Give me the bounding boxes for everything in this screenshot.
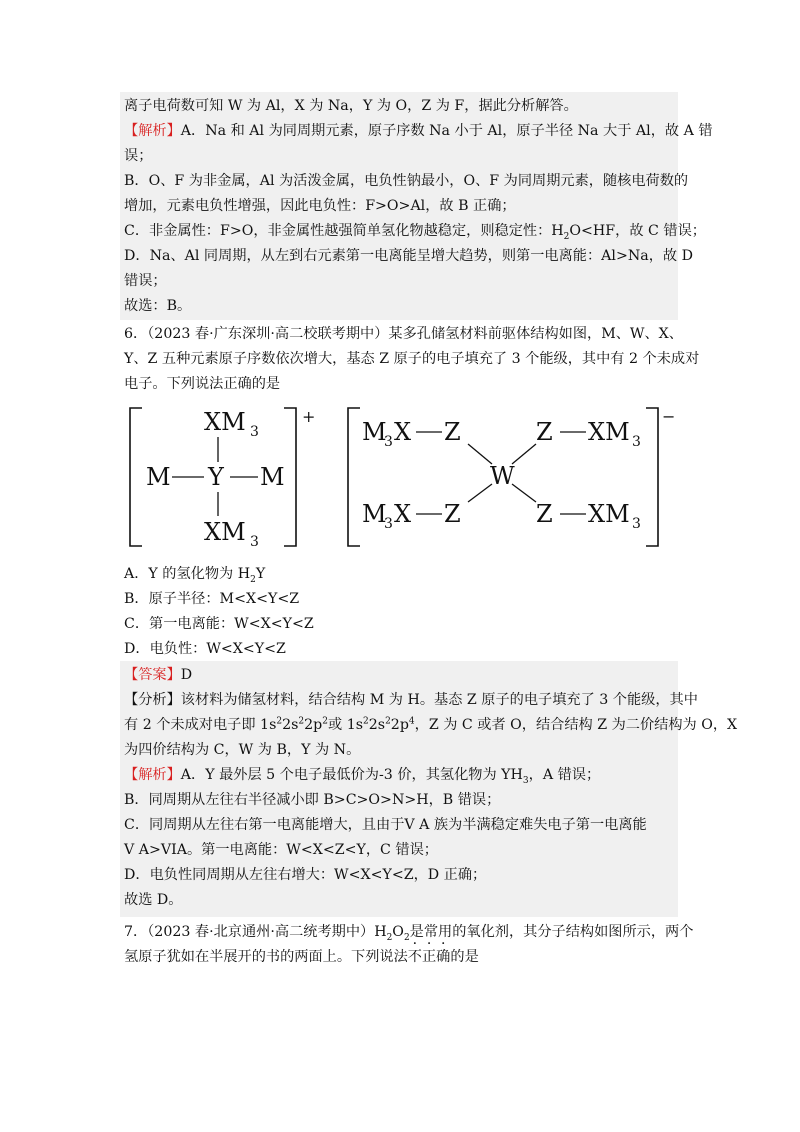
emphasis-char: 正	[421, 949, 437, 965]
q6-explain-4: Ⅴ A>VIA。第一电离能：W<X<Z<Y，C 错误；	[124, 842, 438, 858]
anion-bl-sub: 3	[384, 516, 393, 532]
anion-bond-br-w	[512, 484, 536, 502]
cation-bottom-sub: 3	[250, 534, 259, 550]
cation-bracket-right	[284, 408, 296, 546]
q6-analysis-1: 【分析】该材料为储氢材料，结合结构 M 为 H。基态 Z 原子的电子填充了 3 个能级，其中	[124, 692, 698, 708]
cation-charge: +	[302, 407, 316, 426]
cation-bracket-left	[130, 408, 142, 546]
anion-tr-sub: 3	[632, 434, 641, 450]
fenxi-tag: 【分析】	[124, 692, 181, 708]
anion-bond-bl-w	[468, 484, 492, 502]
q6-analysis-2: 有 2 个未成对电子即 $1s^22s^22p^2$或 $1s^22s^22p^4$，Z 为 C 或者 O，结合结构 Z 为二价结构为 O，X	[124, 716, 738, 733]
anion-tr-z: Z	[536, 418, 553, 446]
anion-center-atom: W	[490, 462, 515, 490]
q6-option-c: C．第一电离能：W<X<Y<Z	[124, 616, 314, 632]
anion-tr-group: XM	[588, 418, 630, 446]
cation-center-atom: Y	[208, 463, 224, 491]
anion-bl-z: Z	[444, 500, 461, 528]
q6-answer-line: 【答案】D	[124, 667, 193, 683]
q7-stem-1: 7．（2023 春·北京通州·高二统考期中）$H_2O_2$是常用的氧化剂，其分子结构如图所示，两个	[124, 924, 694, 943]
q5-line-1: 离子电荷数可知 W 为 Al，X 为 Na，Y 为 O，Z 为 F，据此分析解答。	[124, 98, 578, 114]
cation-top-sub: 3	[250, 424, 259, 440]
cation-top-group: XM	[204, 408, 246, 436]
q5-line-9: 故选：B。	[124, 298, 192, 314]
q6-explain-6: 故选 D。	[124, 892, 183, 908]
anion-bracket-right	[646, 408, 658, 546]
q6-explain-2: B．同周期从左往右半径减小即 B>C>O>N>H，B 错误；	[124, 792, 501, 808]
q5-line-5: 增加，元素电负性增强，因此电负性：F>O>Al，故 B 正确；	[124, 198, 516, 214]
anion-br-sub: 3	[632, 516, 641, 532]
daan-tag: 【答案】	[124, 667, 181, 683]
q6-explain-5: D．电负性同周期从左往右增大：W<X<Y<Z，D 正确；	[124, 867, 487, 883]
q6-option-a: A．Y 的氢化物为 $H_2Y$	[124, 566, 266, 585]
emphasis-char: 不	[407, 949, 422, 965]
q5-line-3: 误；	[124, 148, 153, 164]
emphasis-char: 确	[436, 949, 451, 965]
q6-option-d: D．电负性：W<X<Y<Z	[124, 641, 286, 657]
anion-bl-x: X	[394, 500, 412, 528]
q6-explain-1: 【解析】A．Y 最外层 5 个电子最低价为-3 价，其氢化物为 $YH_3$，A 错误；	[124, 767, 601, 786]
anion-bl-m: M	[362, 500, 387, 528]
anion-br-group: XM	[588, 500, 630, 528]
anion-tl-z: Z	[444, 418, 461, 446]
q6-analysis-3: 为四价结构为 C，W 为 B，Y 为 N。	[124, 742, 361, 758]
q6-stem-1: 6．（2023 春·广东深圳·高二校联考期中）某多孔储氢材料前驱体结构如图，M、W、X、	[124, 326, 683, 342]
q7-stem-2: 氢原子犹如在半展开的书的两面上。下列说法不正确的是	[124, 946, 676, 968]
q5-line-8: 错误；	[124, 273, 167, 289]
cation-bottom-group: XM	[204, 518, 246, 546]
q6-stem-2: Y、Z 五种元素原子序数依次增大，基态 Z 原子的电子填充了 3 个能级，其中有 2 个未成对	[124, 351, 700, 367]
jiexi-tag: 【解析】	[124, 767, 181, 783]
cation-left-atom: M	[146, 463, 171, 491]
anion-br-z: Z	[536, 500, 553, 528]
q5-line-7: D．Na、Al 同周期，从左到右元素第一电离能呈增大趋势，则第一电离能：Al>Na，故 D	[124, 248, 693, 264]
q6-explain-3: C．同周期从左往右第一电离能增大，且由于Ⅴ A 族为半满稳定难失电子第一电离能	[124, 817, 647, 833]
anion-tl-sub: 3	[384, 434, 393, 450]
q5-line-2: 【解析】A．Na 和 Al 为同周期元素，原子序数 Na 小于 Al，原子半径 Na 大于 Al，故 A 错	[124, 123, 713, 139]
anion-tl-m: M	[362, 418, 387, 446]
q6-option-b: B．原子半径：M<X<Y<Z	[124, 591, 300, 607]
anion-tl-x: X	[394, 418, 412, 446]
cation-right-atom: M	[260, 463, 285, 491]
jiexi-tag: 【解析】	[124, 123, 181, 139]
q5-line-4: B．O、F 为非金属，Al 为活泼金属，电负性钠最小，O、F 为同周期元素，随核电荷数的	[124, 173, 689, 189]
anion-bracket-left	[348, 408, 360, 546]
q5-line-6: C．非金属性：F>O，非金属性越强简单氢化物越稳定，则稳定性：$H_2O<HF$，故 C 错误；	[124, 223, 706, 242]
q6-stem-3: 电子。下列说法正确的是	[124, 376, 281, 392]
structure-diagram	[120, 398, 680, 558]
anion-bond-tl-w	[468, 444, 492, 464]
anion-bond-tr-w	[512, 444, 536, 464]
anion-charge: −	[662, 407, 676, 426]
